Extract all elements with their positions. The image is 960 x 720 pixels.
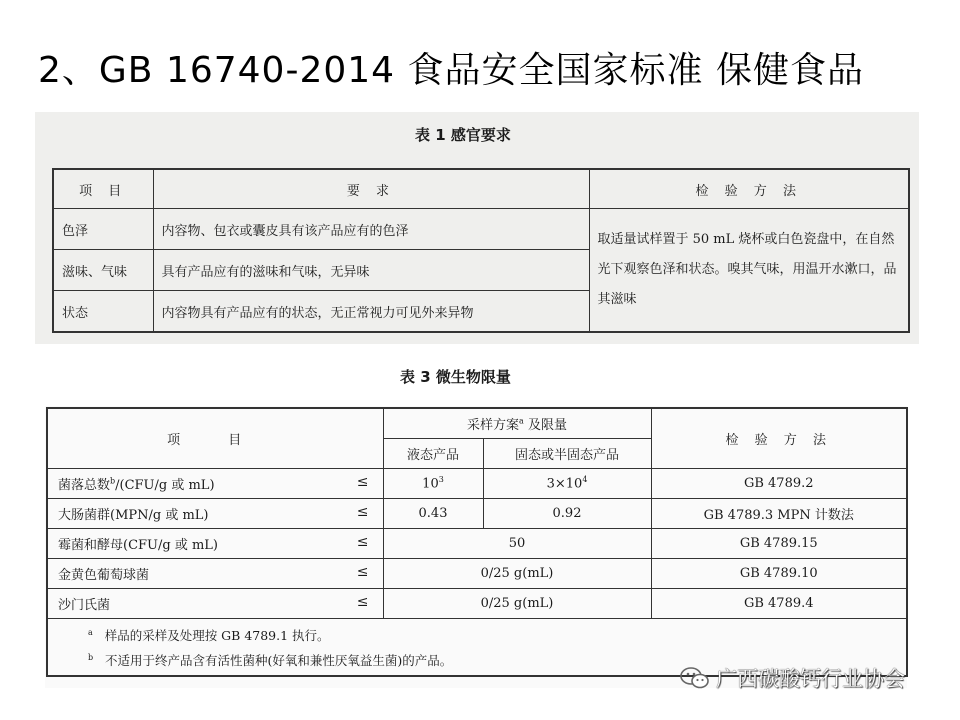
table1-header-item: 项 目	[53, 169, 153, 209]
table3-header-liquid: 液态产品	[383, 439, 483, 469]
table-row	[53, 209, 909, 250]
table3-header-solid: 固态或半固态产品	[483, 439, 651, 469]
table1-title: 表 1 感官要求	[415, 126, 511, 144]
row-liquid-value: $10^3$	[383, 469, 483, 499]
row-method: GB 4789.3 MPN 计数法	[651, 499, 907, 529]
row-limit-value: 0/25 g(mL)	[383, 589, 651, 619]
table-row	[47, 529, 907, 559]
row-method: GB 4789.10	[651, 559, 907, 589]
table3-header-sampling: 采样方案$^a$ 及限量	[383, 408, 651, 439]
watermark-text: 广西碳酸钙行业协会	[716, 667, 905, 691]
table-row	[47, 559, 907, 589]
wechat-icon	[680, 666, 710, 690]
table1-header-row	[53, 169, 909, 209]
row-limit-value: 0/25 g(mL)	[383, 559, 651, 589]
row-item: 霉菌和酵母(CFU/g 或 mL) ≤	[47, 529, 383, 559]
row-item: 滋味、气味	[53, 250, 153, 291]
row-item: 状态	[53, 291, 153, 333]
row-item: 色泽	[53, 209, 153, 250]
table1-header-requirement: 要 求	[153, 169, 589, 209]
table-row	[47, 499, 907, 529]
row-liquid-value: 0.43	[383, 499, 483, 529]
table1-method-cell: 取适量试样置于 50 mL 烧杯或白色瓷盘中，在自然光下观察色泽和状态。嗅其气味，用温开水漱口，品其滋味	[589, 209, 909, 333]
table-row	[47, 469, 907, 499]
table3-header-method: 检 验 方 法	[651, 408, 907, 469]
table3-header-row	[47, 408, 907, 439]
row-method: GB 4789.15	[651, 529, 907, 559]
footnote-b: $^b$ 不适用于终产品含有活性菌种(好氧和兼性厌氧益生菌)的产品。	[88, 653, 453, 669]
table-row	[47, 589, 907, 619]
slide-title: 2、GB 16740-2014 食品安全国家标准 保健食品	[38, 50, 864, 91]
row-item: 沙门氏菌 ≤	[47, 589, 383, 619]
table3-header-item: 项 目	[47, 408, 383, 469]
watermark	[680, 664, 905, 692]
footnote-a: $^a$ 样品的采样及处理按 GB 4789.1 执行。	[88, 627, 330, 643]
row-requirement: 内容物、包衣或囊皮具有该产品应有的色泽	[153, 209, 589, 250]
row-item: 菌落总数$^b$/(CFU/g 或 mL) ≤	[47, 469, 383, 499]
row-limit-value: 50	[383, 529, 651, 559]
row-method: GB 4789.4	[651, 589, 907, 619]
row-solid-value: $3\times 10^4$	[483, 469, 651, 499]
row-item: 大肠菌群(MPN/g 或 mL) ≤	[47, 499, 383, 529]
microbial-limits-table	[46, 407, 908, 677]
row-item: 金黄色葡萄球菌 ≤	[47, 559, 383, 589]
row-solid-value: 0.92	[483, 499, 651, 529]
sensory-requirements-table	[52, 168, 910, 333]
row-method: GB 4789.2	[651, 469, 907, 499]
table3-title: 表 3 微生物限量	[400, 368, 511, 386]
table1-header-method: 检 验 方 法	[589, 169, 909, 209]
row-requirement: 内容物具有产品应有的状态，无正常视力可见外来异物	[153, 291, 589, 333]
row-requirement: 具有产品应有的滋味和气味，无异味	[153, 250, 589, 291]
